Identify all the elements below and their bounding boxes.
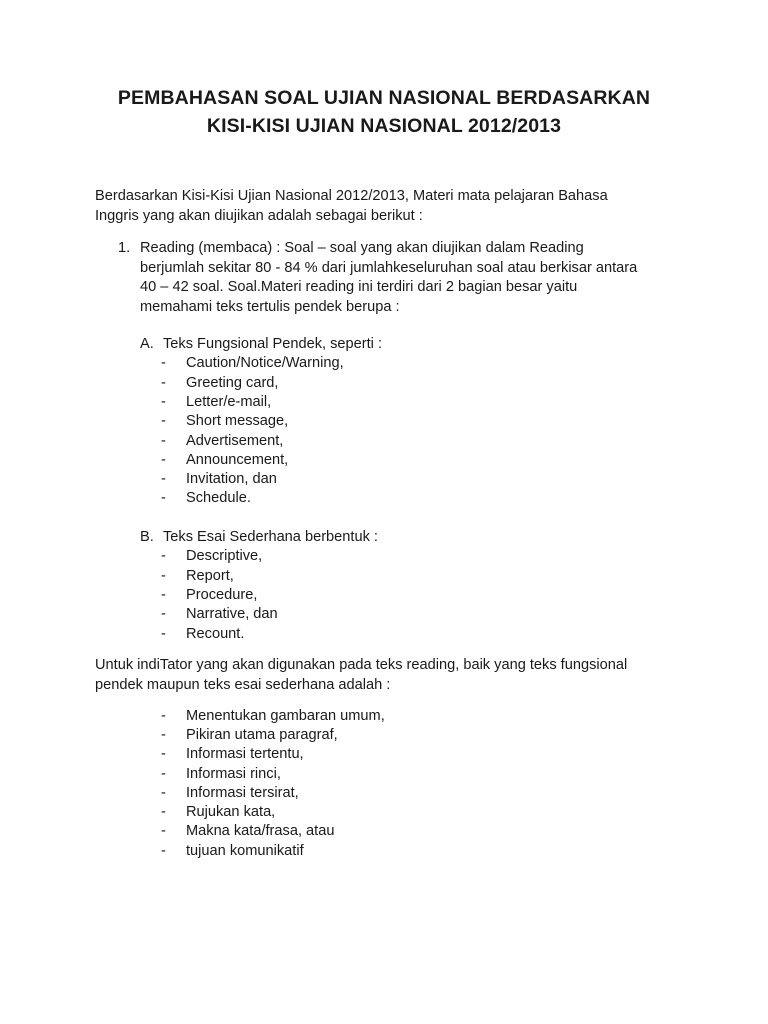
bullet-dash: -	[161, 746, 166, 762]
bullet-dash: -	[161, 355, 166, 371]
intro-line-1: Berdasarkan Kisi-Kisi Ujian Nasional 2012/2013, Materi mata pelajaran Bahasa	[95, 188, 608, 204]
list-item: Advertisement,	[186, 433, 284, 449]
list-item: tujuan komunikatif	[186, 843, 304, 859]
section-b-letter: B.	[140, 529, 154, 545]
bullet-dash: -	[161, 606, 166, 622]
bullet-dash: -	[161, 568, 166, 584]
bullet-dash: -	[161, 452, 166, 468]
item1-line-4: memahami teks tertulis pendek berupa :	[140, 299, 400, 315]
bullet-dash: -	[161, 626, 166, 642]
list-item: Informasi rinci,	[186, 766, 281, 782]
intro-line-2: Inggris yang akan diujikan adalah sebagai berikut :	[95, 208, 423, 224]
bullet-dash: -	[161, 804, 166, 820]
document-title-line-2: KISI-KISI UJIAN NASIONAL 2012/2013	[206, 115, 562, 137]
item1-line-3: 40 – 42 soal. Soal.Materi reading ini terdiri dari 2 bagian besar yaitu	[140, 279, 578, 295]
list-item: Informasi tertentu,	[186, 746, 304, 762]
list-item: Informasi tersirat,	[186, 785, 299, 801]
bullet-dash: -	[161, 843, 166, 859]
list-item: Narrative, dan	[186, 606, 278, 622]
indicator-line-2: pendek maupun teks esai sederhana adalah :	[95, 677, 391, 693]
list-item: Announcement,	[186, 452, 289, 468]
item1-line-1: Reading (membaca) : Soal – soal yang akan diujikan dalam Reading	[140, 240, 584, 256]
list-item: Pikiran utama paragraf,	[186, 727, 338, 743]
bullet-dash: -	[161, 708, 166, 724]
list-item: Letter/e-mail,	[186, 394, 272, 410]
list-item: Procedure,	[186, 587, 258, 603]
section-b-heading: Teks Esai Sederhana berbentuk :	[163, 529, 378, 545]
list-item: Greeting card,	[186, 375, 279, 391]
bullet-dash: -	[161, 785, 166, 801]
bullet-dash: -	[161, 766, 166, 782]
list-item: Recount.	[186, 626, 245, 642]
list-item: Report,	[186, 568, 234, 584]
item1-line-2: berjumlah sekitar 80 - 84 % dari jumlahkeseluruhan soal atau berkisar antara	[140, 260, 638, 276]
bullet-dash: -	[161, 587, 166, 603]
list-item: Short message,	[186, 413, 289, 429]
section-a-heading: Teks Fungsional Pendek, seperti :	[163, 336, 383, 352]
list-item: Descriptive,	[186, 548, 263, 564]
bullet-dash: -	[161, 375, 166, 391]
bullet-dash: -	[161, 548, 166, 564]
bullet-dash: -	[161, 727, 166, 743]
document-title-line-1: PEMBAHASAN SOAL UJIAN NASIONAL BERDASARKAN	[117, 87, 651, 109]
list-item: Invitation, dan	[186, 471, 277, 487]
list-item: Caution/Notice/Warning,	[186, 355, 344, 371]
bullet-dash: -	[161, 413, 166, 429]
bullet-dash: -	[161, 490, 166, 506]
list-item: Schedule.	[186, 490, 251, 506]
bullet-dash: -	[161, 823, 166, 839]
bullet-dash: -	[161, 433, 166, 449]
indicator-line-1: Untuk indiTator yang akan digunakan pada teks reading, baik yang teks fungsional	[95, 657, 628, 673]
list-item: Menentukan gambaran umum,	[186, 708, 385, 724]
bullet-dash: -	[161, 471, 166, 487]
list-item: Makna kata/frasa, atau	[186, 823, 335, 839]
section-a-letter: A.	[140, 336, 154, 352]
bullet-dash: -	[161, 394, 166, 410]
list-item: Rujukan kata,	[186, 804, 276, 820]
list-number-1: 1.	[118, 240, 131, 256]
